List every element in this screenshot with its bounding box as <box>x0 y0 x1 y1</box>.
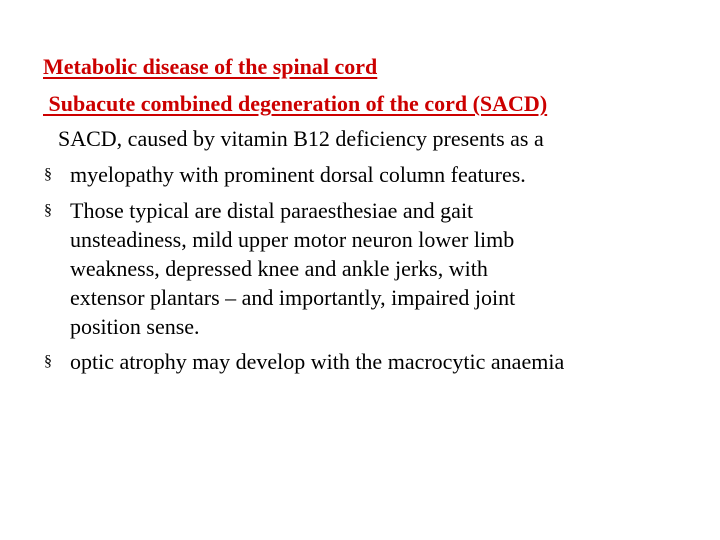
bullet-1-line-1: myelopathy with prominent dorsal column features. <box>70 162 526 187</box>
slide-subtitle: Subacute combined degeneration of the cord (SACD) <box>43 91 548 116</box>
bullet-2-line-5: position sense. <box>70 314 200 339</box>
bullet-2-line-1: Those typical are distal paraesthesiae and gait <box>70 198 474 223</box>
intro-text: SACD, caused by vitamin B12 deficiency presents as a <box>58 126 544 151</box>
bullet-2-line-4: extensor plantars – and importantly, impaired joint <box>70 285 516 310</box>
bullet-marker: § <box>44 353 52 370</box>
slide-title: Metabolic disease of the spinal cord <box>43 54 378 79</box>
bullet-marker: § <box>44 202 52 219</box>
bullet-3-line-1: optic atrophy may develop with the macrocytic anaemia <box>70 349 565 374</box>
bullet-2-line-2: unsteadiness, mild upper motor neuron lower limb <box>70 227 515 252</box>
bullet-marker: § <box>44 166 52 183</box>
bullet-2-line-3: weakness, depressed knee and ankle jerks, with <box>70 256 488 281</box>
